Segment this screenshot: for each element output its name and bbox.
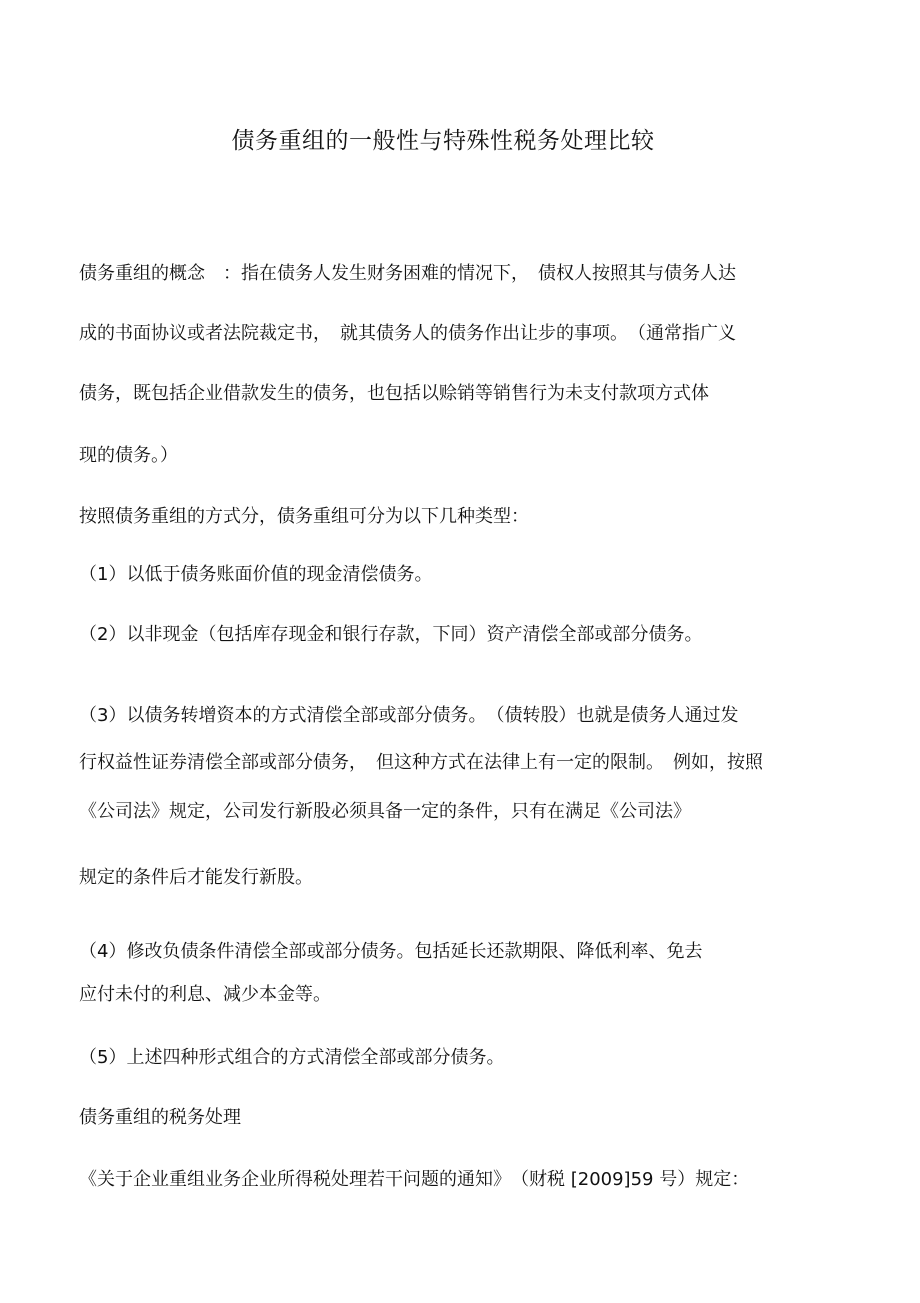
paragraph-line: 按照债务重组的方式分，债务重组可分为以下几种类型： xyxy=(79,506,529,527)
list-item: （2）以非现金（包括库存现金和银行存款，下同）资产清偿全部或部分债务。 xyxy=(79,624,703,645)
paragraph-line: 债务重组的概念 ：指在债务人发生财务困难的情况下， 债权人按照其与债务人达 xyxy=(79,263,736,284)
paragraph-line: 成的书面协议或者法院裁定书， 就其债务人的债务作出让步的事项。 （通常指广义 xyxy=(79,323,736,344)
list-item: （1）以低于债务账面价值的现金清偿债务。 xyxy=(79,564,433,585)
paragraph-line: 《公司法》规定，公司发行新股必须具备一定的条件，只有在满足《公司法》 xyxy=(79,801,691,822)
list-item: （5）上述四种形式组合的方式清偿全部或部分债务。 xyxy=(79,1047,505,1068)
paragraph-line: 《关于企业重组业务企业所得税处理若干问题的通知》 （财税 [2009]59 号）规定： xyxy=(79,1169,750,1190)
document-title: 债务重组的一般性与特殊性税务处理比较 xyxy=(231,128,655,154)
paragraph-line: 现的债务。） xyxy=(79,445,178,466)
paragraph-line: 债务，既包括企业借款发生的债务，也包括以赊销等销售行为未支付款项方式体 xyxy=(79,383,709,404)
section-heading: 债务重组的税务处理 xyxy=(79,1107,241,1128)
list-item: （4）修改负债条件清偿全部或部分债务。包括延长还款期限、降低利率、免去 xyxy=(79,941,703,962)
list-item: （3）以债务转增资本的方式清偿全部或部分债务。 （债转股）也就是债务人通过发 xyxy=(79,705,739,726)
paragraph-line: 规定的条件后才能发行新股。 xyxy=(79,867,313,888)
paragraph-line: 应付未付的利息、减少本金等。 xyxy=(79,984,331,1005)
paragraph-line: 行权益性证券清偿全部或部分债务， 但这种方式在法律上有一定的限制。 例如，按照 xyxy=(79,752,763,773)
